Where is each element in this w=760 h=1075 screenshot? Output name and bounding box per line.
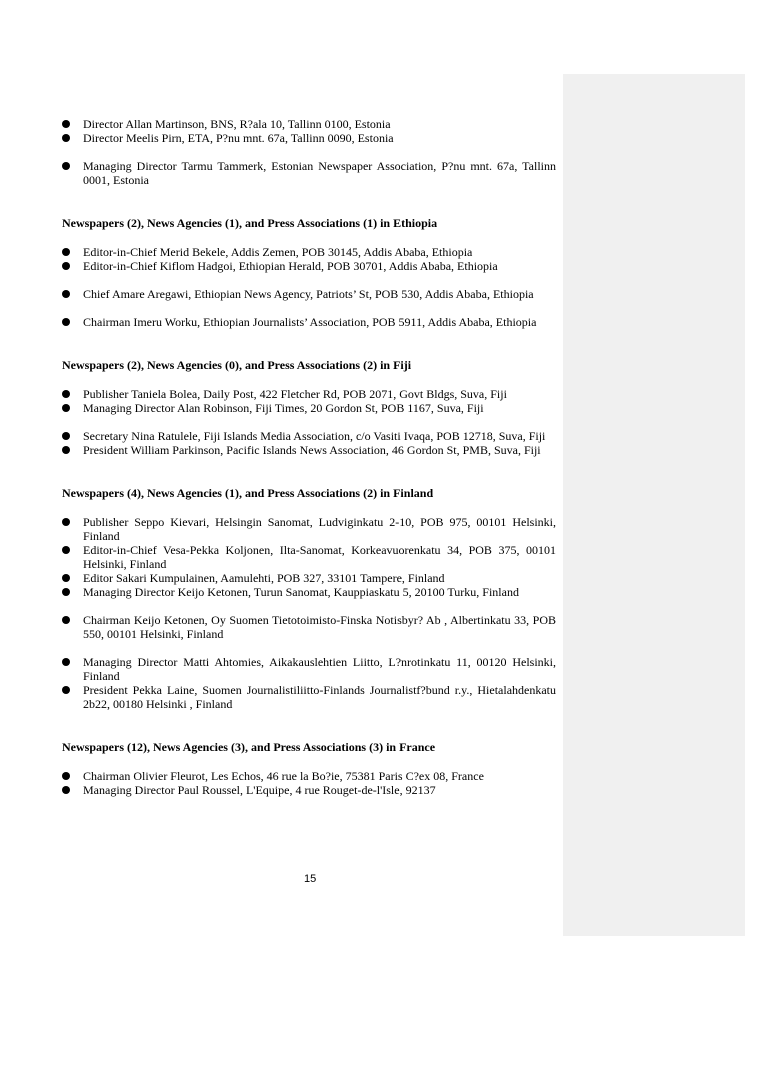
section: [62, 358, 556, 457]
entry-text: Chief Amare Aregawi, Ethiopian News Agency, Patriots’ St, POB 530, Addis Ababa, Ethiopia: [83, 287, 534, 301]
entry-text: Editor-in-Chief Vesa-Pekka Koljonen, Ilta-Sanomat, Korkeavuorenkatu 34, POB 375, 00101 Helsinki, Finland: [83, 543, 556, 571]
section: [62, 486, 556, 711]
list-item: [62, 443, 556, 457]
bullet-icon: [62, 518, 70, 526]
entry-group: [62, 117, 556, 145]
list-item: [62, 401, 556, 415]
bullet-icon: [62, 432, 70, 440]
entry-text: Managing Director Alan Robinson, Fiji Times, 20 Gordon St, POB 1167, Suva, Fiji: [83, 401, 484, 415]
entry-text: Editor-in-Chief Merid Bekele, Addis Zemen, POB 30145, Addis Ababa, Ethiopia: [83, 245, 473, 259]
bullet-icon: [62, 120, 70, 128]
bullet-icon: [62, 262, 70, 270]
document-body: [62, 117, 556, 826]
bullet-icon: [62, 134, 70, 142]
bullet-icon: [62, 546, 70, 554]
list-item: [62, 655, 556, 683]
entry-text: Chairman Imeru Worku, Ethiopian Journalists’ Association, POB 5911, Addis Ababa, Ethiopia: [83, 315, 537, 329]
list-item: [62, 769, 556, 783]
bullet-icon: [62, 616, 70, 624]
bullet-icon: [62, 686, 70, 694]
entry-group: [62, 515, 556, 599]
section: [62, 216, 556, 329]
section: [62, 117, 556, 187]
list-item: [62, 117, 556, 131]
bullet-icon: [62, 786, 70, 794]
bullet-icon: [62, 446, 70, 454]
bullet-icon: [62, 658, 70, 666]
page-number: 15: [304, 873, 317, 885]
bullet-icon: [62, 162, 70, 170]
bullet-icon: [62, 588, 70, 596]
entry-text: Secretary Nina Ratulele, Fiji Islands Media Association, c/o Vasiti Ivaqa, POB 12718, Suva, Fiji: [83, 429, 546, 443]
list-item: [62, 259, 556, 273]
entry-group: [62, 769, 556, 797]
bullet-icon: [62, 772, 70, 780]
entry-text: President Pekka Laine, Suomen Journalistiliitto-Finlands Journalistf?bund r.y., Hietalahdenkatu 2b22, 00180 Helsinki , Finland: [83, 683, 556, 711]
section-heading: Newspapers (12), News Agencies (3), and Press Associations (3) in France: [62, 740, 436, 754]
bullet-icon: [62, 248, 70, 256]
list-item: [62, 613, 556, 641]
section-heading: Newspapers (2), News Agencies (1), and Press Associations (1) in Ethiopia: [62, 216, 438, 230]
bullet-icon: [62, 290, 70, 298]
entry-group: [62, 655, 556, 711]
list-item: [62, 429, 556, 443]
list-item: [62, 571, 556, 585]
entry-text: Publisher Seppo Kievari, Helsingin Sanomat, Ludviginkatu 2-10, POB 975, 00101 Helsinki, Finland: [83, 515, 556, 543]
entry-text: Managing Director Matti Ahtomies, Aikakauslehtien Liitto, L?nrotinkatu 11, 00120 Helsinki, Finland: [83, 655, 556, 683]
entry-text: Chairman Olivier Fleurot, Les Echos, 46 rue la Bo?ie, 75381 Paris C?ex 08, France: [83, 769, 484, 783]
list-item: [62, 315, 556, 329]
entry-group: [62, 159, 556, 187]
entry-text: President William Parkinson, Pacific Islands News Association, 46 Gordon St, PMB, Suva, Fiji: [83, 443, 541, 457]
entry-text: Publisher Taniela Bolea, Daily Post, 422 Fletcher Rd, POB 2071, Govt Bldgs, Suva, Fiji: [83, 387, 507, 401]
list-item: [62, 387, 556, 401]
entry-group: [62, 613, 556, 641]
list-item: [62, 159, 556, 187]
entry-text: Director Allan Martinson, BNS, R?ala 10, Tallinn 0100, Estonia: [83, 117, 391, 131]
list-item: [62, 585, 556, 599]
list-item: [62, 245, 556, 259]
entry-group: [62, 245, 556, 273]
section-heading: Newspapers (2), News Agencies (0), and Press Associations (2) in Fiji: [62, 358, 412, 372]
section-heading: Newspapers (4), News Agencies (1), and Press Associations (2) in Finland: [62, 486, 434, 500]
entry-text: Managing Director Paul Roussel, L'Equipe, 4 rue Rouget-de-l'Isle, 92137: [83, 783, 436, 797]
list-item: [62, 131, 556, 145]
list-item: [62, 287, 556, 301]
entry-group: [62, 315, 556, 329]
list-item: [62, 543, 556, 571]
entry-text: Managing Director Tarmu Tammerk, Estonian Newspaper Association, P?nu mnt. 67a, Tallinn 0001, Estonia: [83, 159, 556, 187]
bullet-icon: [62, 390, 70, 398]
list-item: [62, 515, 556, 543]
entry-text: Managing Director Keijo Ketonen, Turun Sanomat, Kauppiaskatu 5, 20100 Turku, Finland: [83, 585, 519, 599]
entry-text: Editor Sakari Kumpulainen, Aamulehti, POB 327, 33101 Tampere, Finland: [83, 571, 445, 585]
bullet-icon: [62, 318, 70, 326]
list-item: [62, 783, 556, 797]
comment-pane: [563, 74, 745, 936]
section: [62, 740, 556, 797]
entry-text: Chairman Keijo Ketonen, Oy Suomen Tietotoimisto-Finska Notisbyr? Ab , Albertinkatu 33, POB 550, 00101 Helsinki, Finland: [83, 613, 556, 641]
entry-group: [62, 429, 556, 457]
entry-text: Director Meelis Pirn, ETA, P?nu mnt. 67a, Tallinn 0090, Estonia: [83, 131, 394, 145]
entry-text: Editor-in-Chief Kiflom Hadgoi, Ethiopian Herald, POB 30701, Addis Ababa, Ethiopia: [83, 259, 498, 273]
list-item: [62, 683, 556, 711]
bullet-icon: [62, 574, 70, 582]
entry-group: [62, 287, 556, 301]
entry-group: [62, 387, 556, 415]
bullet-icon: [62, 404, 70, 412]
